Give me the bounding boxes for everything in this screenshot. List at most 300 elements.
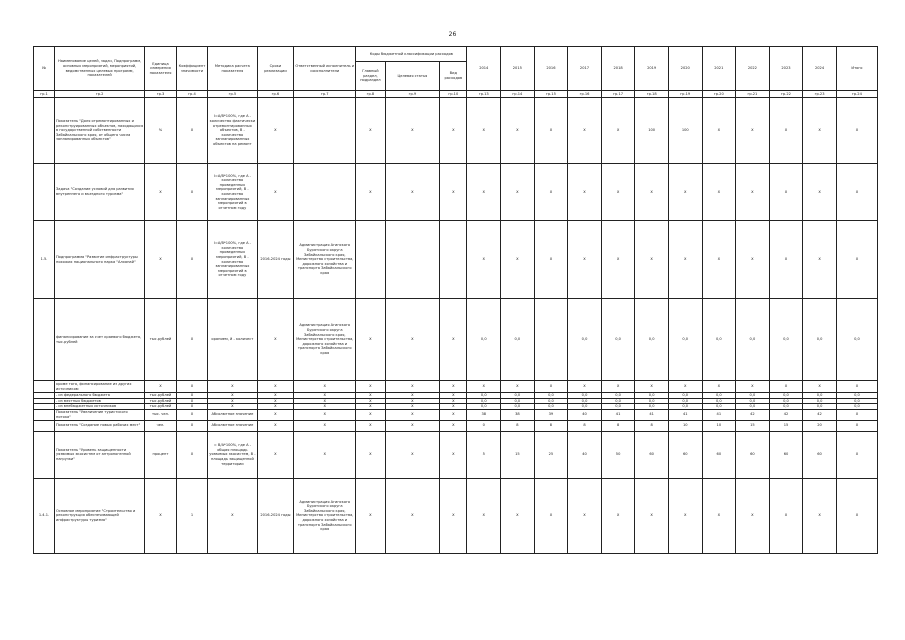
column-number: гр.24: [836, 91, 877, 98]
table-cell: Х: [440, 478, 467, 553]
table-cell: Х: [294, 404, 356, 410]
header-executor: Ответственный исполнитель и соисполнители: [294, 47, 356, 91]
header-year: 2018: [601, 47, 635, 91]
table-cell: Х: [257, 404, 294, 410]
table-cell: Х: [769, 98, 803, 164]
table-cell: Х: [257, 98, 294, 164]
header-year: 2022: [736, 47, 770, 91]
table-cell: [34, 420, 55, 431]
column-number: гр.3: [145, 91, 176, 98]
table-cell: 0,0: [702, 299, 736, 381]
table-cell: 0,0: [601, 393, 635, 399]
table-cell: 100: [635, 98, 669, 164]
column-number: гр.22: [769, 91, 803, 98]
table-cell: 41: [702, 409, 736, 420]
table-cell: Х: [803, 381, 837, 393]
header-budget-codes: Коды бюджетной классификации расходов: [356, 47, 467, 62]
table-cell: 0,0: [534, 404, 568, 410]
table-cell: Х: [836, 478, 877, 553]
table-cell: 8: [635, 420, 669, 431]
table-cell: Подпрограмма "Развитие инфраструктуры похожих национального парка "Алханай": [54, 221, 144, 299]
table-body: [34, 91, 878, 554]
table-cell: 0,0: [803, 393, 837, 399]
header-year: 2023: [769, 47, 803, 91]
table-cell: тыс.рублей: [145, 398, 176, 404]
table-cell: тыс.рублей: [145, 299, 176, 381]
table-cell: Х: [294, 381, 356, 393]
table-cell: Х: [635, 478, 669, 553]
table-cell: Х: [356, 381, 385, 393]
table-cell: Х: [736, 478, 770, 553]
table-cell: 0,0: [836, 404, 877, 410]
table-cell: Х: [836, 98, 877, 164]
table-cell: Х: [836, 431, 877, 478]
table-cell: Х: [385, 299, 440, 381]
table-cell: 10: [668, 420, 702, 431]
table-cell: Х: [294, 431, 356, 478]
table-cell: Х: [440, 98, 467, 164]
table-cell: Х: [208, 478, 257, 553]
table-cell: 0,0: [601, 398, 635, 404]
table-cell: Администрация Агинского Бурятского округа Забайкальского края, Министерство строительства, дорожного хозяйства и транспорта Забайкальского края: [294, 478, 356, 553]
column-number: гр.1: [34, 91, 55, 98]
table-cell: 41: [601, 409, 635, 420]
table-cell: Показатель "Создание новых рабочих мест": [54, 420, 144, 431]
table-row: [34, 221, 878, 299]
table-cell: Х: [257, 420, 294, 431]
header-section: Главный раздел, подраздел: [356, 62, 385, 91]
table-cell: Х: [501, 478, 535, 553]
table-cell: 0,0: [668, 404, 702, 410]
table-cell: 42: [769, 409, 803, 420]
table-cell: Х: [385, 381, 440, 393]
table-cell: Х: [440, 420, 467, 431]
table-cell: Х: [294, 398, 356, 404]
table-row: [34, 420, 878, 431]
table-cell: 0,0: [836, 393, 877, 399]
table-cell: Х: [440, 393, 467, 399]
table-cell: Х: [467, 478, 501, 553]
header-target-article: Целевая статья: [385, 62, 440, 91]
table-cell: Абсолютное значение: [208, 409, 257, 420]
table-cell: Х: [736, 381, 770, 393]
table-cell: [294, 164, 356, 221]
table-row: [34, 98, 878, 164]
table-cell: Х: [385, 164, 440, 221]
table-cell: Х: [601, 478, 635, 553]
table-cell: Х: [257, 299, 294, 381]
column-number: гр.13: [467, 91, 501, 98]
table-cell: Х: [145, 381, 176, 393]
table-cell: Х: [736, 221, 770, 299]
table-cell: 0,0: [534, 398, 568, 404]
table-cell: 0,0: [736, 404, 770, 410]
table-cell: Х: [635, 221, 669, 299]
table-cell: Х: [803, 478, 837, 553]
table-cell: 0,0: [668, 398, 702, 404]
table-cell: 0,0: [568, 393, 602, 399]
table-cell: Х: [440, 409, 467, 420]
table-cell: оранием, й - количест: [208, 299, 257, 381]
table-cell: Х: [356, 393, 385, 399]
header-year: 2016: [534, 47, 568, 91]
header-year: 2015: [501, 47, 535, 91]
table-cell: Х: [501, 221, 535, 299]
table-cell: 39: [534, 409, 568, 420]
table-cell: 0,0: [467, 299, 501, 381]
table-cell: 1: [176, 478, 207, 553]
table-cell: Х: [356, 404, 385, 410]
table-cell: %: [145, 98, 176, 164]
table-cell: Х: [501, 164, 535, 221]
table-cell: 0,0: [501, 393, 535, 399]
table-cell: 41: [668, 409, 702, 420]
table-cell: 0,0: [501, 404, 535, 410]
table-cell: 0,0: [668, 393, 702, 399]
table-cell: 0,0: [803, 404, 837, 410]
table-cell: 15: [736, 420, 770, 431]
table-cell: 0,0: [836, 398, 877, 404]
table-cell: 0,0: [803, 398, 837, 404]
table-cell: Х: [668, 221, 702, 299]
table-cell: 8: [568, 420, 602, 431]
page-number: 26: [448, 31, 457, 38]
column-number: гр.23: [803, 91, 837, 98]
table-cell: - из внебюджетных источников: [54, 404, 144, 410]
table-cell: Х: [467, 98, 501, 164]
table-cell: Х: [385, 478, 440, 553]
table-cell: Х: [385, 431, 440, 478]
table-cell: Х: [257, 381, 294, 393]
column-number: гр.16: [568, 91, 602, 98]
table-cell: 0,0: [836, 299, 877, 381]
table-cell: 0,0: [501, 299, 535, 381]
table-cell: Х: [702, 221, 736, 299]
table-row: [34, 409, 878, 420]
column-number: гр.8: [356, 91, 385, 98]
header-method: Методика расчета показателя: [208, 47, 257, 91]
table-cell: 0,0: [803, 299, 837, 381]
table-row: [34, 431, 878, 478]
table-cell: 41: [635, 409, 669, 420]
table-cell: Х: [568, 98, 602, 164]
table-cell: Х: [702, 478, 736, 553]
table-cell: Х: [208, 404, 257, 410]
column-number: гр.4: [176, 91, 207, 98]
table-cell: Х: [440, 398, 467, 404]
table-cell: Задача "Создание условий для развития внутреннего и въездного туризма": [54, 164, 144, 221]
table-cell: Х: [294, 393, 356, 399]
table-cell: Х: [668, 381, 702, 393]
table-cell: Х: [769, 221, 803, 299]
column-number: гр.21: [736, 91, 770, 98]
column-number: гр.18: [635, 91, 669, 98]
table-cell: Х: [385, 409, 440, 420]
table-cell: 0,0: [769, 299, 803, 381]
table-cell: Х: [356, 420, 385, 431]
table-cell: I=A/B*100%, где A - количество проведенных мероприятий, B - количество запланированных мероприятий в отчетном году: [208, 221, 257, 299]
table-cell: Показатель "Увеличение туристского потока": [54, 409, 144, 420]
column-number: гр.7: [294, 91, 356, 98]
column-number: гр.20: [702, 91, 736, 98]
table-cell: 8: [601, 420, 635, 431]
table-cell: Х: [385, 420, 440, 431]
table-cell: 2016-2024 годы: [257, 221, 294, 299]
table-row: [34, 478, 878, 553]
column-number: гр.15: [534, 91, 568, 98]
table-cell: [534, 299, 568, 381]
table-cell: Х: [440, 299, 467, 381]
table-cell: 8: [501, 420, 535, 431]
table-cell: 42: [803, 409, 837, 420]
table-cell: [34, 409, 55, 420]
column-number: гр.14: [501, 91, 535, 98]
table-cell: 10: [702, 420, 736, 431]
table-cell: 20: [803, 420, 837, 431]
table-cell: Х: [836, 381, 877, 393]
table-cell: Основное мероприятие "Строительство и реконструкция обеспечивающей инфраструктуры туризма": [54, 478, 144, 553]
table-cell: Х: [176, 381, 207, 393]
table-cell: Показатель "Доля отремонтированных и реконструированных объектов, находящихся в государственной собственности Забайкальского края, от общего числа запланированных объектов": [54, 98, 144, 164]
table-cell: Х: [257, 164, 294, 221]
table-cell: Х: [568, 221, 602, 299]
table-cell: 0,0: [702, 398, 736, 404]
header-term: Сроки реализации: [257, 47, 294, 91]
table-cell: 0,0: [702, 393, 736, 399]
table-cell: Х: [467, 381, 501, 393]
table-cell: Х: [257, 393, 294, 399]
table-cell: [34, 299, 55, 381]
table-cell: Х: [668, 164, 702, 221]
table-cell: Х: [467, 164, 501, 221]
header-name: Наименование целей, задач, Подпрограмм, основных мероприятий, мероприятий, ведомственных целевых программ, показателей: [54, 47, 144, 91]
header-year: 2024: [803, 47, 837, 91]
table-cell: Х: [601, 98, 635, 164]
table-cell: 0,0: [635, 393, 669, 399]
table-cell: Х: [803, 164, 837, 221]
table-cell: Х: [836, 221, 877, 299]
table-cell: Х: [803, 98, 837, 164]
header-unit: Единица измерения показателя: [145, 47, 176, 91]
table-cell: [294, 98, 356, 164]
table-cell: Х: [176, 164, 207, 221]
table-cell: 0,0: [635, 299, 669, 381]
table-cell: 1.5.: [34, 221, 55, 299]
table-cell: Х: [702, 98, 736, 164]
table-cell: 0,0: [736, 398, 770, 404]
table-cell: тыс.рублей: [145, 404, 176, 410]
table-cell: 0,0: [601, 299, 635, 381]
header-year: 2021: [702, 47, 736, 91]
table-cell: Показатель "Уровень защищенности уязвимых экосистем от антропогенной нагрузки": [54, 431, 144, 478]
table-cell: 0,0: [467, 404, 501, 410]
table-cell: Администрация Агинского Бурятского округа Забайкальского края, Министерство строительства, дорожного хозяйства и транспорта Забайкальского края: [294, 221, 356, 299]
table-cell: [34, 431, 55, 478]
table-cell: 0,0: [769, 404, 803, 410]
program-table: [33, 46, 878, 554]
table-cell: Х: [601, 221, 635, 299]
table-cell: 0,0: [534, 393, 568, 399]
table-cell: 0: [467, 420, 501, 431]
table-cell: 0,0: [668, 299, 702, 381]
table-cell: 0,0: [568, 398, 602, 404]
table-cell: 1.4.1.: [34, 478, 55, 553]
table-cell: Х: [356, 398, 385, 404]
table-cell: 50: [601, 431, 635, 478]
table-cell: Х: [769, 164, 803, 221]
table-cell: [34, 164, 55, 221]
table-cell: 15: [501, 431, 535, 478]
table-cell: 15: [769, 420, 803, 431]
table-row: [34, 381, 878, 393]
table-cell: Х: [356, 478, 385, 553]
table-cell: Х: [356, 164, 385, 221]
table-cell: Х: [467, 221, 501, 299]
table-cell: Х: [145, 164, 176, 221]
header-expense-type: Вид расходов: [440, 62, 467, 91]
table-cell: Х: [534, 221, 568, 299]
table-cell: Х: [208, 398, 257, 404]
table-cell: Х: [176, 398, 207, 404]
table-cell: Х: [568, 478, 602, 553]
table-cell: 60: [736, 431, 770, 478]
table-cell: 40: [568, 431, 602, 478]
table-cell: 0,0: [769, 393, 803, 399]
table-cell: Х: [145, 221, 176, 299]
header-year: 2020: [668, 47, 702, 91]
header-number: №: [34, 47, 55, 91]
table-cell: Х: [356, 409, 385, 420]
table-cell: 0,0: [769, 398, 803, 404]
table-cell: Х: [501, 98, 535, 164]
table-cell: 8: [534, 420, 568, 431]
header-coefficient: Коэффициент значимости: [176, 47, 207, 91]
table-cell: 60: [702, 431, 736, 478]
table-cell: 0,0: [601, 404, 635, 410]
table-cell: 0,0: [568, 404, 602, 410]
table-cell: 60: [803, 431, 837, 478]
table-cell: Х: [176, 299, 207, 381]
table-cell: Х: [176, 420, 207, 431]
table-cell: [34, 98, 55, 164]
table-cell: Х: [534, 381, 568, 393]
table-cell: I=A/B*100%, где A - количество фактически отремонтированных объектов, B - количество запланированных объектов на ремонт: [208, 98, 257, 164]
table-cell: Х: [257, 409, 294, 420]
column-number-row: [34, 91, 878, 98]
table-cell: - из местных бюджетов: [54, 398, 144, 404]
table-cell: [356, 221, 385, 299]
table-cell: Х: [836, 409, 877, 420]
table-cell: Х: [208, 381, 257, 393]
table-cell: Х: [356, 98, 385, 164]
table-cell: 25: [534, 431, 568, 478]
table-cell: Х: [534, 98, 568, 164]
table-cell: Х: [176, 221, 207, 299]
table-row: [34, 164, 878, 221]
table-cell: Х: [736, 98, 770, 164]
column-number: гр.17: [601, 91, 635, 98]
table-cell: 42: [736, 409, 770, 420]
column-number: гр.10: [440, 91, 467, 98]
table-cell: Х: [534, 164, 568, 221]
table-cell: тыс.рублей: [145, 393, 176, 399]
table-cell: процент: [145, 431, 176, 478]
column-number: гр.6: [257, 91, 294, 98]
table-cell: Х: [176, 409, 207, 420]
header-year: 2017: [568, 47, 602, 91]
table-cell: 0,0: [467, 393, 501, 399]
header-total: Итого: [836, 47, 877, 91]
table-cell: 0,0: [736, 393, 770, 399]
table-cell: 0,0: [467, 398, 501, 404]
table-cell: 0,0: [635, 404, 669, 410]
table-cell: Х: [601, 381, 635, 393]
table-cell: Х: [385, 398, 440, 404]
table-cell: 0,0: [736, 299, 770, 381]
header-year: 2019: [635, 47, 669, 91]
table-cell: Х: [440, 381, 467, 393]
table-cell: Х: [385, 98, 440, 164]
table-cell: Х: [736, 164, 770, 221]
table-cell: Х: [668, 478, 702, 553]
table-cell: [440, 221, 467, 299]
table-cell: Х: [702, 381, 736, 393]
table-cell: Х: [176, 431, 207, 478]
table-cell: Х: [635, 164, 669, 221]
table-cell: Х: [568, 381, 602, 393]
table-cell: 0,0: [635, 398, 669, 404]
table-cell: Х: [176, 98, 207, 164]
table-cell: Х: [385, 393, 440, 399]
table-cell: тыс. чел.: [145, 409, 176, 420]
table-cell: 40: [568, 409, 602, 420]
table-cell: Абсолютное значение: [208, 420, 257, 431]
table-cell: Х: [769, 478, 803, 553]
table-cell: 60: [668, 431, 702, 478]
column-number: гр.19: [668, 91, 702, 98]
table-cell: 38: [501, 409, 535, 420]
header-year: 2014: [467, 47, 501, 91]
table-cell: кроме того, финансирование из других источников:: [54, 381, 144, 393]
table-cell: 2016-2024 годы: [257, 478, 294, 553]
table-cell: 60: [769, 431, 803, 478]
table-cell: [34, 381, 55, 393]
table-cell: Х: [257, 431, 294, 478]
table-cell: - из федерального бюджета: [54, 393, 144, 399]
table-cell: 0,0: [501, 398, 535, 404]
table-cell: Х: [440, 164, 467, 221]
table-cell: Х: [356, 431, 385, 478]
table-cell: 5: [467, 431, 501, 478]
table-cell: Х: [385, 404, 440, 410]
table-cell: Х: [635, 381, 669, 393]
table-cell: Х: [176, 393, 207, 399]
table-cell: Х: [294, 409, 356, 420]
table-cell: 0,0: [702, 404, 736, 410]
table-cell: 100: [668, 98, 702, 164]
table-cell: Х: [702, 164, 736, 221]
table-cell: финансирование за счет краевого бюджета, тыс.рублей: [54, 299, 144, 381]
table-cell: Х: [836, 164, 877, 221]
table-cell: Х: [501, 381, 535, 393]
table-cell: 60: [635, 431, 669, 478]
table-cell: Х: [836, 420, 877, 431]
column-number: гр.5: [208, 91, 257, 98]
table-cell: Х: [356, 299, 385, 381]
table-cell: I=A/B*100%, где A - количество проведенных мероприятий, B - количество запланированных мероприятий в отчетном году: [208, 164, 257, 221]
table-cell: чел.: [145, 420, 176, 431]
table-cell: Х: [769, 381, 803, 393]
